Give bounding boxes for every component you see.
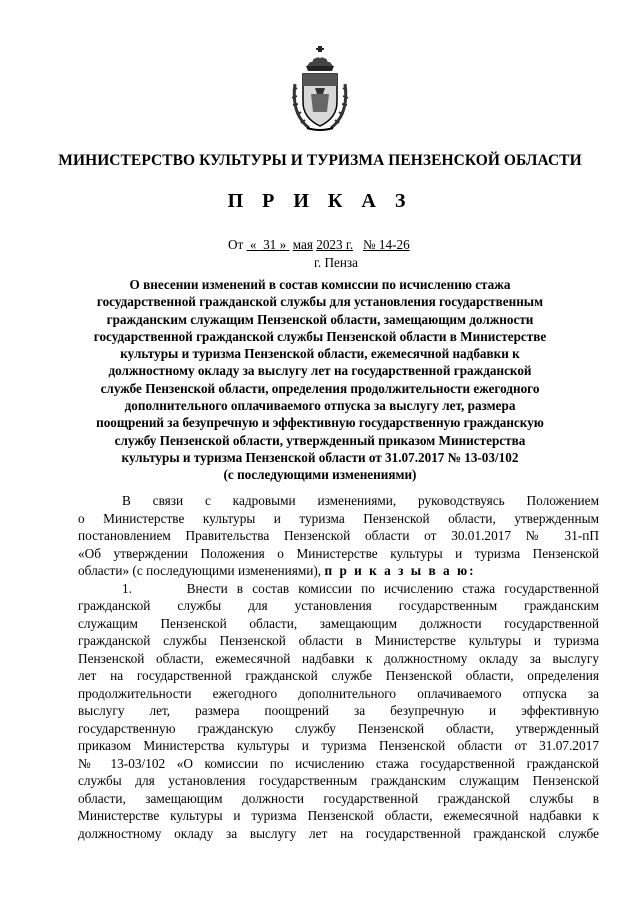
body-line: Пензенской области, ежемесячной надбавки к должностному окладу за выслугу [78, 650, 599, 666]
body-line: В связи с кадровыми изменениями, руководствуясь Положением [122, 493, 599, 508]
title-line: службе Пензенской области, определения продолжительности ежегодного [100, 380, 540, 396]
body-line: области, замещающим должности государственной гражданской службы в [78, 790, 599, 806]
date-open-quote: « [249, 237, 257, 252]
title-line: должностному окладу за выслугу лет на государственной гражданской [108, 363, 532, 379]
body-line: приказом Министерства культуры и туризма Пензенской области от 31.07.2017 [78, 738, 599, 753]
title-line: культуры и туризма Пензенской области, ежемесячной надбавки к [120, 346, 520, 362]
body-line: выслугу лет, размера поощрений за безупречную и эффективную [78, 703, 599, 718]
title-line: государственной гражданской службы Пензенской области в Министерстве [93, 328, 547, 344]
date-day: 31 [263, 237, 277, 252]
document-type-heading: П Р И К А З [227, 190, 413, 212]
title-line: службу Пензенской области, утвержденный приказом Министерства [114, 432, 526, 448]
body-line: должностному окладу за выслугу лет на государственной гражданской службе [78, 825, 599, 841]
date-prefix: От [228, 237, 244, 252]
title-line: О внесении изменений в состав комиссии по исчислению стажа [129, 277, 511, 292]
body-line: № 13-03/102 «О комиссии по исчислению стажа государственной гражданской [78, 755, 599, 771]
date-number-line [228, 237, 410, 253]
body-line: государственную гражданскую службу Пензенской области, утвержденный [78, 720, 599, 736]
order-number: № 14-26 [363, 237, 410, 252]
body-line: Министерстве культуры и туризма Пензенской области, ежемесячной надбавки к [78, 808, 599, 823]
body-line-with-order-word: области» (с последующими изменениями), п р и к а з ы в а ю: [78, 563, 476, 578]
title-line: дополнительного оплачиваемого отпуска за выслугу лет, размера [124, 398, 516, 414]
body-line: гражданской службы Пензенской области в Министерстве культуры и туризма [78, 633, 599, 648]
body-line: «Об утверждении Положения о Министерстве культуры и туризма Пензенской [78, 545, 599, 561]
body-line: продолжительности ежегодного дополнительного оплачиваемого отпуска за [78, 685, 599, 701]
body-line: лет на государственной гражданской службе Пензенской области, определения [78, 668, 599, 683]
order-title [80, 276, 560, 484]
ministry-name: МИНИСТЕРСТВО КУЛЬТУРЫ И ТУРИЗМА ПЕНЗЕНСКОЙ ОБЛАСТИ [58, 152, 582, 169]
title-line: поощрений за безупречную и эффективную государственную гражданскую [96, 415, 544, 431]
date-close-quote: » [279, 237, 287, 252]
order-body [78, 492, 599, 842]
body-line: о Министерстве культуры и туризма Пензенской области, утвержденным [78, 510, 599, 526]
order-word: п р и к а з ы в а ю: [324, 563, 476, 578]
body-line: служащим Пензенской области, замещающим должности государственной [78, 615, 599, 631]
body-line: постановлением Правительства Пензенской области от 30.01.2017 № 31-пП [78, 528, 599, 543]
title-line: гражданским служащим Пензенской области, замещающим должности [106, 311, 534, 327]
body-line: службы для установления государственным гражданским служащим Пензенской [78, 773, 599, 788]
body-line: гражданской службы для установления государственным гражданским [78, 598, 599, 613]
title-line: государственной гражданской службы для установления государственным [96, 294, 544, 310]
body-line: 1. Внести в состав комиссии по исчислению стажа государственной [122, 580, 599, 596]
city: г. Пенза [313, 255, 358, 270]
title-line: (с последующими изменениями) [223, 467, 417, 483]
date-year: 2023 г. [316, 237, 354, 252]
title-line: культуры и туризма Пензенской области от 31.07.2017 № 13-03/102 [121, 449, 519, 465]
coat-of-arms-emblem [289, 44, 351, 132]
date-month: мая [292, 237, 313, 252]
